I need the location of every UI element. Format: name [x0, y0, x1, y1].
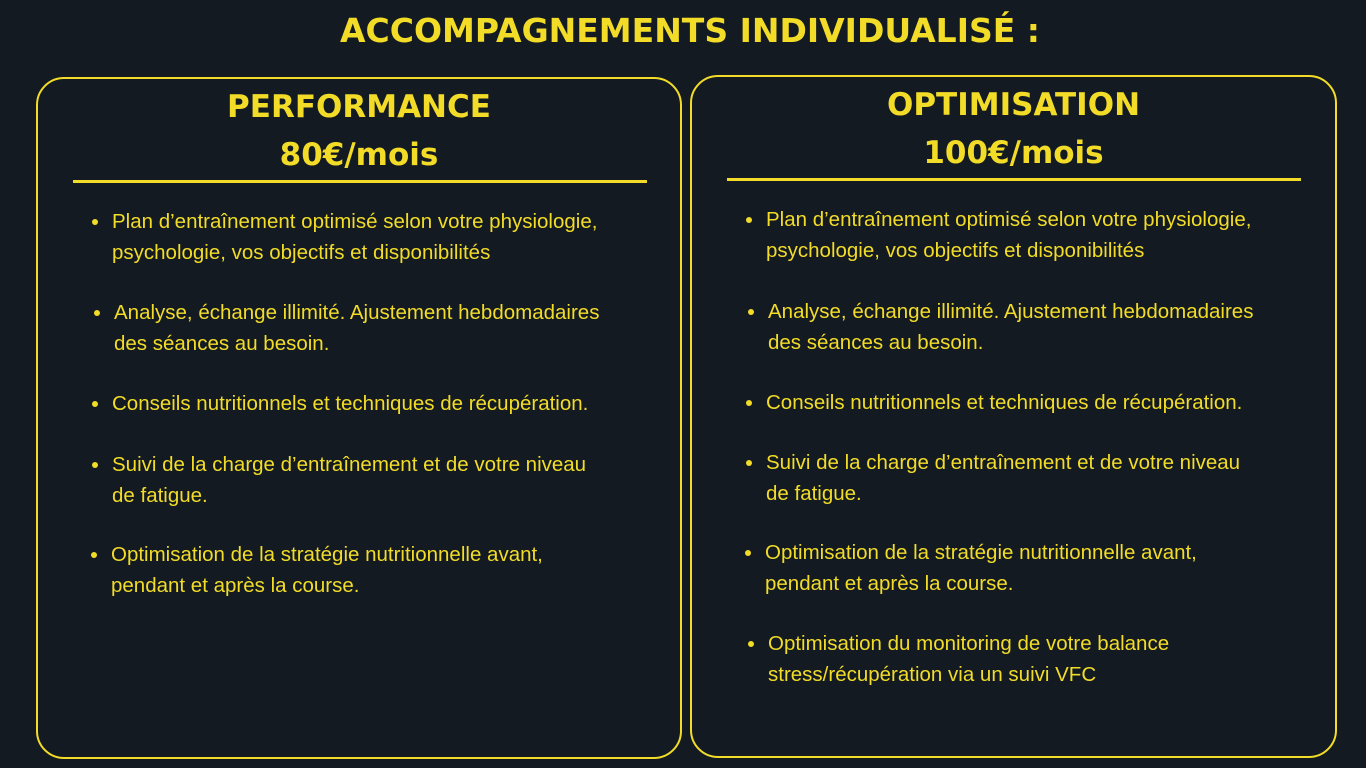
feature-line: Conseils nutritionnels et techniques de récupération. [112, 392, 589, 415]
feature-line: Conseils nutritionnels et techniques de récupération. [766, 391, 1243, 414]
plan-name: PERFORMANCE [227, 89, 491, 125]
bullet-icon [746, 400, 752, 406]
feature-line: Optimisation de la stratégie nutritionnelle avant, [111, 543, 543, 566]
feature-item [766, 204, 1251, 266]
plan-name: OPTIMISATION [886, 87, 1141, 123]
feature-line: psychologie, vos objectifs et disponibilités [766, 239, 1145, 262]
feature-line: Plan d’entraînement optimisé selon votre physiologie, [766, 208, 1252, 231]
feature-line: Optimisation du monitoring de votre balance [768, 632, 1170, 655]
plan-card-performance [36, 77, 682, 759]
feature-line: stress/récupération via un suivi VFC [768, 663, 1097, 686]
feature-item [112, 388, 588, 419]
plan-card-optimisation [690, 75, 1337, 758]
feature-item [111, 539, 543, 601]
feature-item [112, 449, 586, 511]
plan-divider [73, 180, 647, 183]
bullet-icon [746, 460, 752, 466]
feature-line: de fatigue. [112, 484, 208, 507]
bullet-icon [92, 462, 98, 468]
feature-item [114, 297, 599, 359]
feature-line: psychologie, vos objectifs et disponibilités [112, 241, 491, 264]
bullet-icon [745, 550, 751, 556]
feature-line: des séances au besoin. [114, 332, 330, 355]
bullet-icon [94, 310, 100, 316]
bullet-icon [748, 309, 754, 315]
plan-price: 100€/mois [923, 135, 1104, 171]
feature-item [768, 296, 1253, 358]
feature-line: pendant et après la course. [765, 572, 1014, 595]
feature-item [112, 206, 597, 268]
feature-line: des séances au besoin. [768, 331, 984, 354]
page-title: ACCOMPAGNEMENTS INDIVIDUALISÉ : [340, 11, 1040, 50]
feature-item [766, 387, 1242, 418]
feature-item [768, 628, 1169, 690]
plan-price: 80€/mois [279, 137, 439, 173]
feature-item [766, 447, 1240, 509]
plan-divider [727, 178, 1301, 181]
feature-line: de fatigue. [766, 482, 862, 505]
feature-line: Optimisation de la stratégie nutritionnelle avant, [765, 541, 1197, 564]
bullet-icon [748, 641, 754, 647]
feature-line: Suivi de la charge d’entraînement et de votre niveau [112, 453, 587, 476]
feature-line: Suivi de la charge d’entraînement et de votre niveau [766, 451, 1241, 474]
bullet-icon [91, 552, 97, 558]
feature-line: Analyse, échange illimité. Ajustement hebdomadaires [768, 300, 1254, 323]
feature-line: pendant et après la course. [111, 574, 360, 597]
feature-item [765, 537, 1197, 599]
bullet-icon [92, 219, 98, 225]
feature-line: Analyse, échange illimité. Ajustement hebdomadaires [114, 301, 600, 324]
bullet-icon [746, 217, 752, 223]
bullet-icon [92, 401, 98, 407]
feature-line: Plan d’entraînement optimisé selon votre physiologie, [112, 210, 598, 233]
